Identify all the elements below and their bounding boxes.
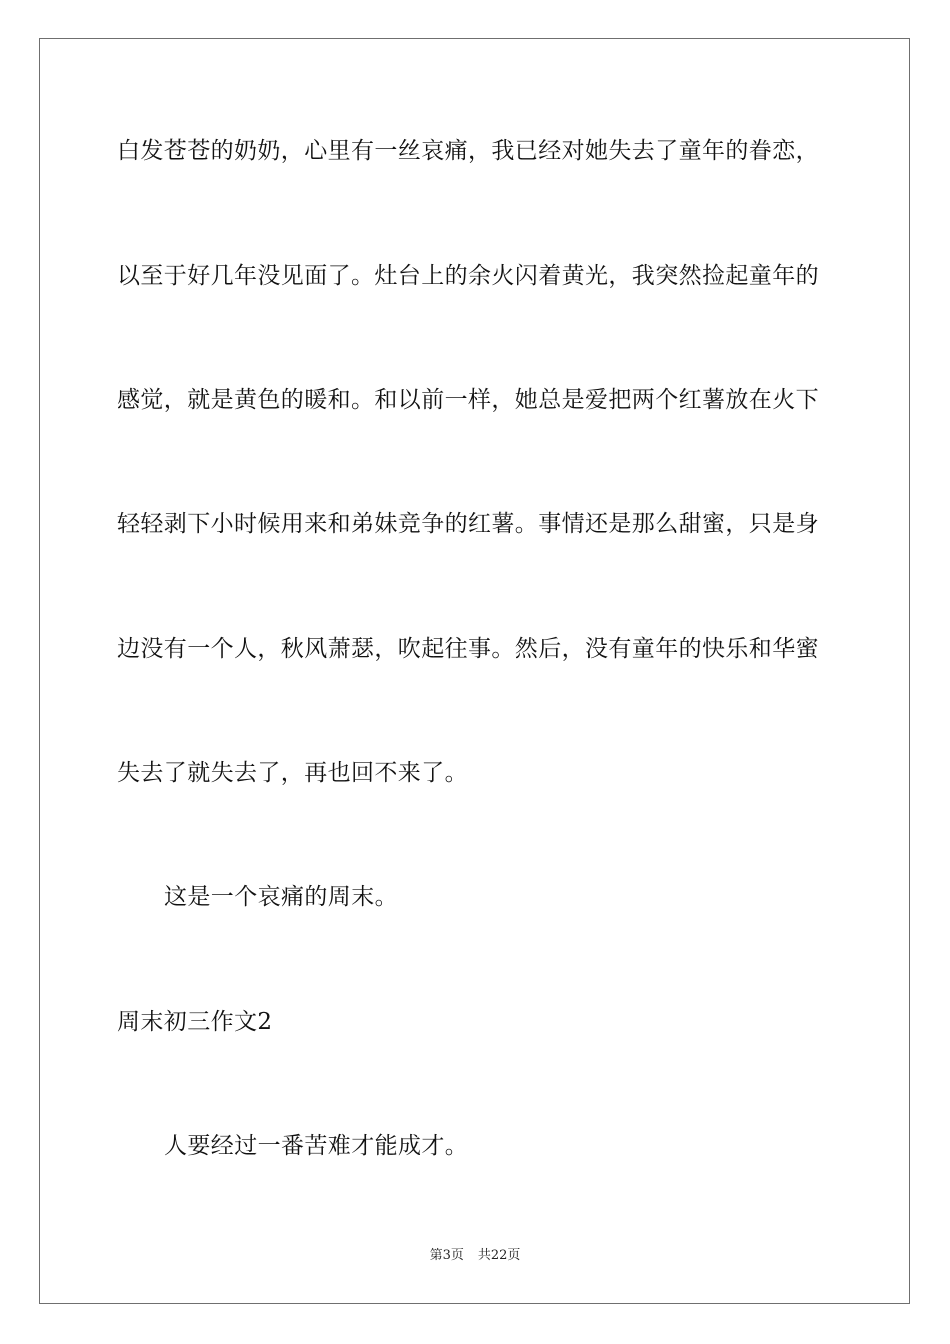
section-heading: 周末初三作文2 — [117, 1009, 273, 1035]
paragraph-line-3: 感觉，就是黄色的暖和。和以前一样，她总是爱把两个红薯放在火下 — [117, 387, 819, 413]
page-border — [39, 38, 910, 1304]
paragraph-line-5: 边没有一个人，秋风萧瑟，吹起往事。然后，没有童年的快乐和华蜜 — [117, 636, 819, 662]
next-paragraph: 人要经过一番苦难才能成才。 — [164, 1133, 469, 1159]
paragraph-line-2: 以至于好几年没见面了。灶台上的余火闪着黄光，我突然捡起童年的 — [117, 263, 819, 289]
paragraph-line-6: 失去了就失去了，再也回不来了。 — [117, 760, 468, 786]
closing-sentence: 这是一个哀痛的周末。 — [164, 884, 398, 910]
paragraph-line-4: 轻轻剥下小时候用来和弟妹竞争的红薯。事情还是那么甜蜜，只是身 — [117, 511, 819, 537]
total-pages: 共22页 — [477, 1248, 521, 1263]
page-number: 第3页 — [429, 1248, 464, 1263]
page-footer — [0, 1247, 950, 1265]
paragraph-line-1: 白发苍苍的奶奶，心里有一丝哀痛，我已经对她失去了童年的眷恋， — [117, 138, 819, 164]
